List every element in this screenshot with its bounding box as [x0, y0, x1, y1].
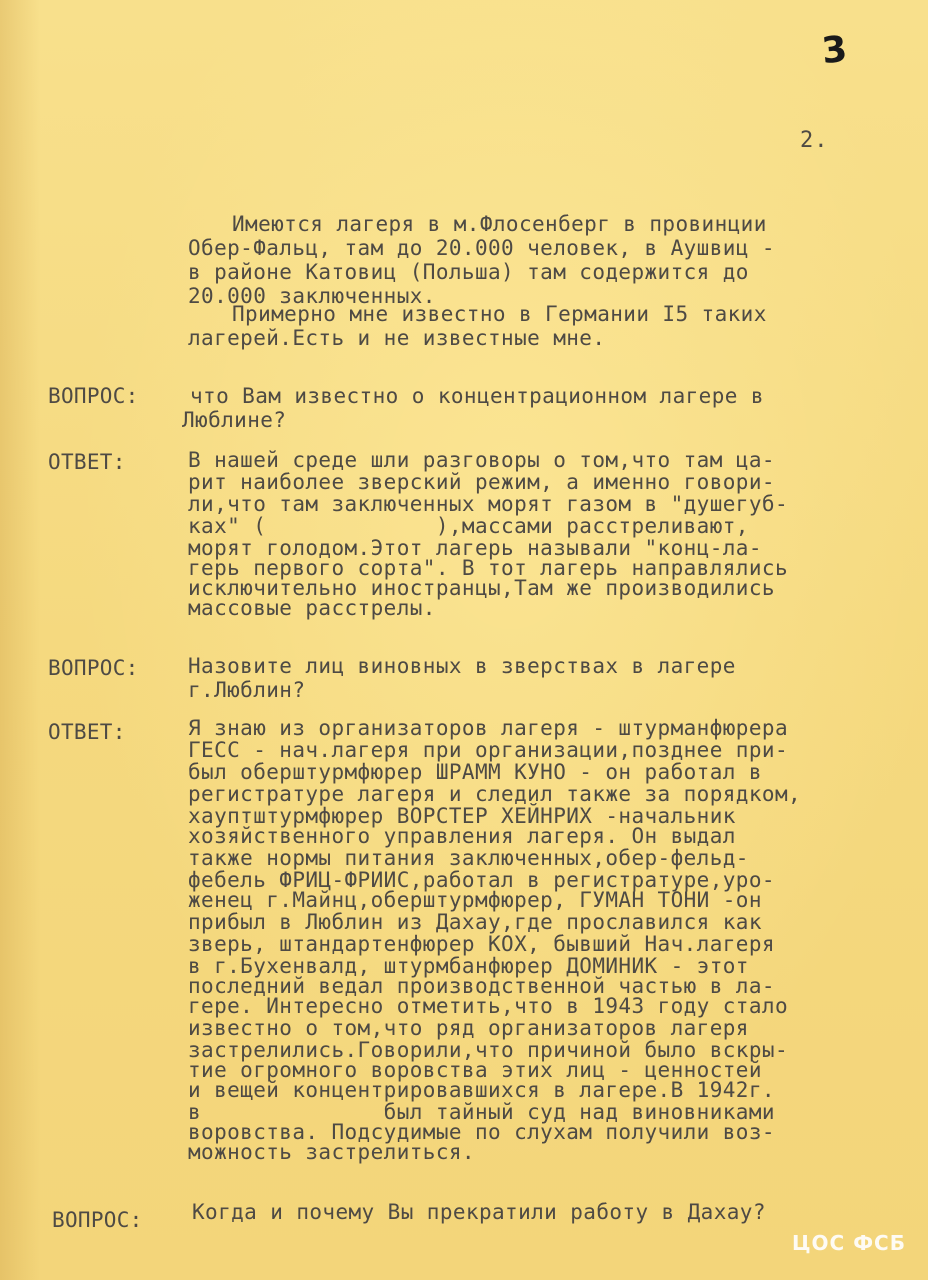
text-line: Имеются лагеря в м.Флосенберг в провинции: [232, 212, 767, 236]
typed-page-number: 2.: [800, 128, 829, 153]
answer-line: зверь, штандартенфюрер КОХ, бывший Нач.лагеря: [188, 932, 775, 956]
answer-line: был оберштурмфюрер ШРАММ КУНО - он работал в: [188, 760, 762, 784]
answer-line: и вещей концентрировавшихся в лагере.В 1942г.: [188, 1078, 775, 1102]
answer-line: хозяйственного управления лагеря. Он выдал: [188, 824, 736, 848]
answer-line: воровства. Подсудимые по слухам получили воз-: [188, 1120, 775, 1144]
answer-line: последний ведал производственной частью в ла-: [188, 974, 775, 998]
answer-line: известно о том,что ряд организаторов лагеря: [188, 1016, 749, 1040]
text-line: Обер-Фальц, там до 20.000 человек, в Аушвиц -: [188, 236, 775, 260]
answer-line: ли,что там заключенных морят газом в "душегуб-: [188, 492, 788, 516]
answer-label: ОТВЕТ:: [48, 450, 126, 474]
text-line: Примерно мне известно в Германии I5 таких: [232, 302, 767, 326]
question-label: ВОПРОС:: [52, 1208, 143, 1232]
answer-line: рит наиболее зверский режим, а именно говори-: [188, 470, 775, 494]
answer-line: Я знаю из организаторов лагеря - штурманфюрера: [188, 716, 788, 740]
watermark: ЦОС ФСБ: [792, 1231, 906, 1255]
answer-line: в г.Бухенвалд, штурмбанфюрер ДОМИНИК - этот: [188, 954, 749, 978]
answer-line: хауптштурмфюрер ВОРСТЕР ХЕЙНРИХ -начальник: [188, 804, 736, 828]
answer-line: в был тайный суд над виновниками: [188, 1100, 775, 1124]
answer-line: герь первого сорта". В тот лагерь направлялись: [188, 556, 788, 580]
question-line: Люблине?: [182, 408, 287, 432]
answer-line: застрелились.Говорили,что причиной было вскры-: [188, 1038, 788, 1062]
answer-line: исключительно иностранцы,Там же производились: [188, 576, 775, 600]
answer-line: ках" ( ),массами расстреливают,: [188, 514, 749, 538]
question-line: г.Люблин?: [188, 678, 306, 702]
answer-line: гере. Интересно отметить,что в 1943 году стало: [188, 994, 788, 1018]
question-line: Когда и почему Вы прекратили работу в Дахау?: [192, 1200, 766, 1224]
answer-line: прибыл в Люблин из Дахау,где прославился как: [188, 910, 762, 934]
answer-line: также нормы питания заключенных,обер-фельд-: [188, 846, 749, 870]
text-line: в районе Катовиц (Польша) там содержится до: [188, 260, 749, 284]
text-line: лагерей.Есть и не известные мне.: [188, 326, 606, 350]
answer-line: можность застрелиться.: [188, 1140, 475, 1164]
answer-line: В нашей среде шли разговоры о том,что там ца-: [188, 448, 775, 472]
question-line: Назовите лиц виновных в зверствах в лагере: [188, 654, 736, 678]
handwritten-page-number: 3: [819, 28, 850, 73]
answer-line: морят голодом.Этот лагерь называли "конц-ла-: [188, 536, 762, 560]
question-line: что Вам известно о концентрационном лагере в: [190, 384, 764, 408]
answer-line: массовые расстрелы.: [188, 596, 436, 620]
question-label: ВОПРОС:: [48, 384, 139, 408]
answer-label: ОТВЕТ:: [48, 720, 126, 744]
text-line: 20.000 заключенных.: [188, 284, 436, 308]
answer-line: тие огромного воровства этих лиц - ценностей: [188, 1058, 762, 1082]
answer-line: ГЕСС - нач.лагеря при организации,позднее при-: [188, 738, 788, 762]
answer-line: женец г.Майнц,оберштурмфюрер, ГУМАН ТОНИ -он: [188, 888, 762, 912]
answer-line: регистратуре лагеря и следил также за порядком,: [188, 782, 802, 806]
answer-line: фебель ФРИЦ-ФРИИС,работал в регистратуре,уро-: [188, 868, 775, 892]
question-label: ВОПРОС:: [48, 656, 139, 680]
